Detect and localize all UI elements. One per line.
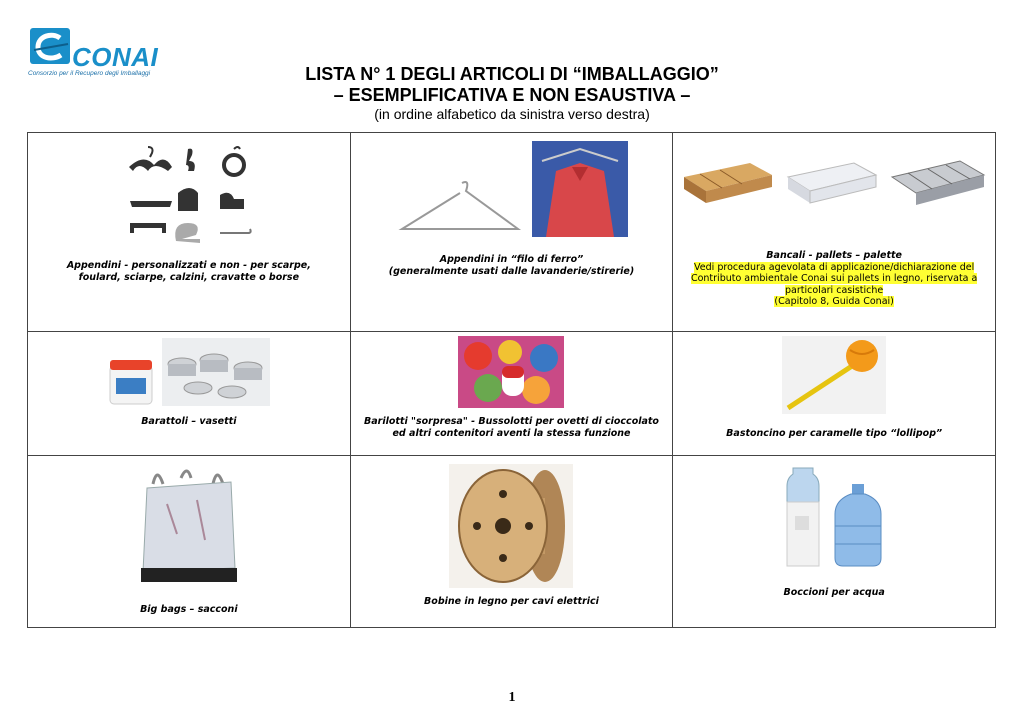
cell-bastoncino <box>673 332 996 456</box>
cell-appendini <box>28 133 351 332</box>
pallets-images <box>673 153 995 213</box>
caption-boccioni <box>679 587 989 599</box>
page-title-line1: LISTA N° 1 DEGLI ARTICOLI DI “IMBALLAGGIO” <box>305 64 719 84</box>
caption-line: foulard, sciarpe, calzini, cravatte o borse <box>78 271 300 283</box>
pallet-note-line2: Contributo ambientale Conai sui pallets in legno, riservata a <box>690 273 978 284</box>
caption-appendini-filo <box>357 254 667 277</box>
caption-line: Appendini - personalizzati e non - per scarpe, <box>66 260 311 271</box>
page-subtitle: (in ordine alfabetico da sinistra verso destra) <box>374 106 650 122</box>
pallet-note-line4: (Capitolo 8, Guida Conai) <box>774 296 894 307</box>
wire-hanger-illustration <box>394 177 524 237</box>
caption-line: Bobine in legno per cavi elettrici <box>424 596 599 607</box>
cell-barilotti <box>350 332 673 456</box>
caption-line: Bastoncino per caramelle tipo “lollipop” <box>726 428 943 439</box>
hangers-image <box>28 145 350 250</box>
big-bag-image <box>28 464 350 588</box>
caption-line: ed altri contenitori aventi la stessa funzione <box>392 427 631 439</box>
caption-barilotti <box>357 416 667 439</box>
caption-bastoncino <box>679 428 989 440</box>
page-title-line2: – ESEMPLIFICATIVA E NON ESAUSTIVA – <box>333 85 691 105</box>
page-number: 1 <box>508 690 516 705</box>
caption-line: (generalmente usati dalle lavanderie/stirerie) <box>388 265 635 277</box>
big-bag-photo <box>137 464 241 588</box>
conai-logo-mark <box>30 28 74 68</box>
cable-reel-image <box>351 464 673 588</box>
cell-bancali <box>673 133 996 332</box>
water-cooler-photo <box>783 462 823 568</box>
lollipop-photo <box>782 336 886 414</box>
metal-tins-photo <box>162 338 270 406</box>
cell-boccioni <box>673 456 996 628</box>
water-jug-photo <box>831 482 885 568</box>
water-jugs-images <box>673 462 995 568</box>
caption-big-bags <box>34 604 344 616</box>
caption-line: Barilotti "sorpresa" - Bussolotti per ovetti di cioccolato <box>364 416 659 427</box>
caption-line: Bancali - pallets – palette <box>766 250 902 261</box>
cable-reel-photo <box>449 464 573 588</box>
caption-barattoli <box>34 416 344 428</box>
hangers-illustration <box>124 145 254 250</box>
caption-bobine <box>357 596 667 608</box>
surprise-capsules-image <box>351 336 673 408</box>
cell-barattoli <box>28 332 351 456</box>
pallet-note-line1: Vedi procedura agevolata di applicazione/dichiarazione del <box>694 261 975 273</box>
logo-text: CONAI <box>72 42 159 72</box>
white-jar-photo <box>108 356 154 406</box>
article-table <box>27 132 996 628</box>
jars-images <box>28 338 350 406</box>
lollipop-image <box>673 336 995 414</box>
wooden-pallet-photo <box>680 153 776 213</box>
logo-subtitle: Consorzio per il Recupero degli Imballaggi <box>28 70 151 77</box>
metal-pallet-photo <box>888 153 988 213</box>
caption-line: Big bags – sacconi <box>140 604 238 615</box>
caption-line: Boccioni per acqua <box>783 587 885 598</box>
pallet-note <box>679 262 989 308</box>
cell-bobine <box>350 456 673 628</box>
caption-bancali <box>679 250 989 308</box>
caption-appendini <box>34 260 344 283</box>
cell-big-bags <box>28 456 351 628</box>
shirt-on-hanger-photo <box>532 141 628 237</box>
cell-appendini-filo <box>350 133 673 332</box>
pallet-note-line3: particolari casistiche <box>785 284 884 296</box>
caption-line: Appendini in “filo di ferro” <box>439 254 584 265</box>
wire-hangers-images <box>351 141 673 237</box>
surprise-capsules-photo <box>458 336 564 408</box>
plastic-pallet-photo <box>784 153 880 213</box>
caption-line: Barattoli – vasetti <box>141 416 237 427</box>
